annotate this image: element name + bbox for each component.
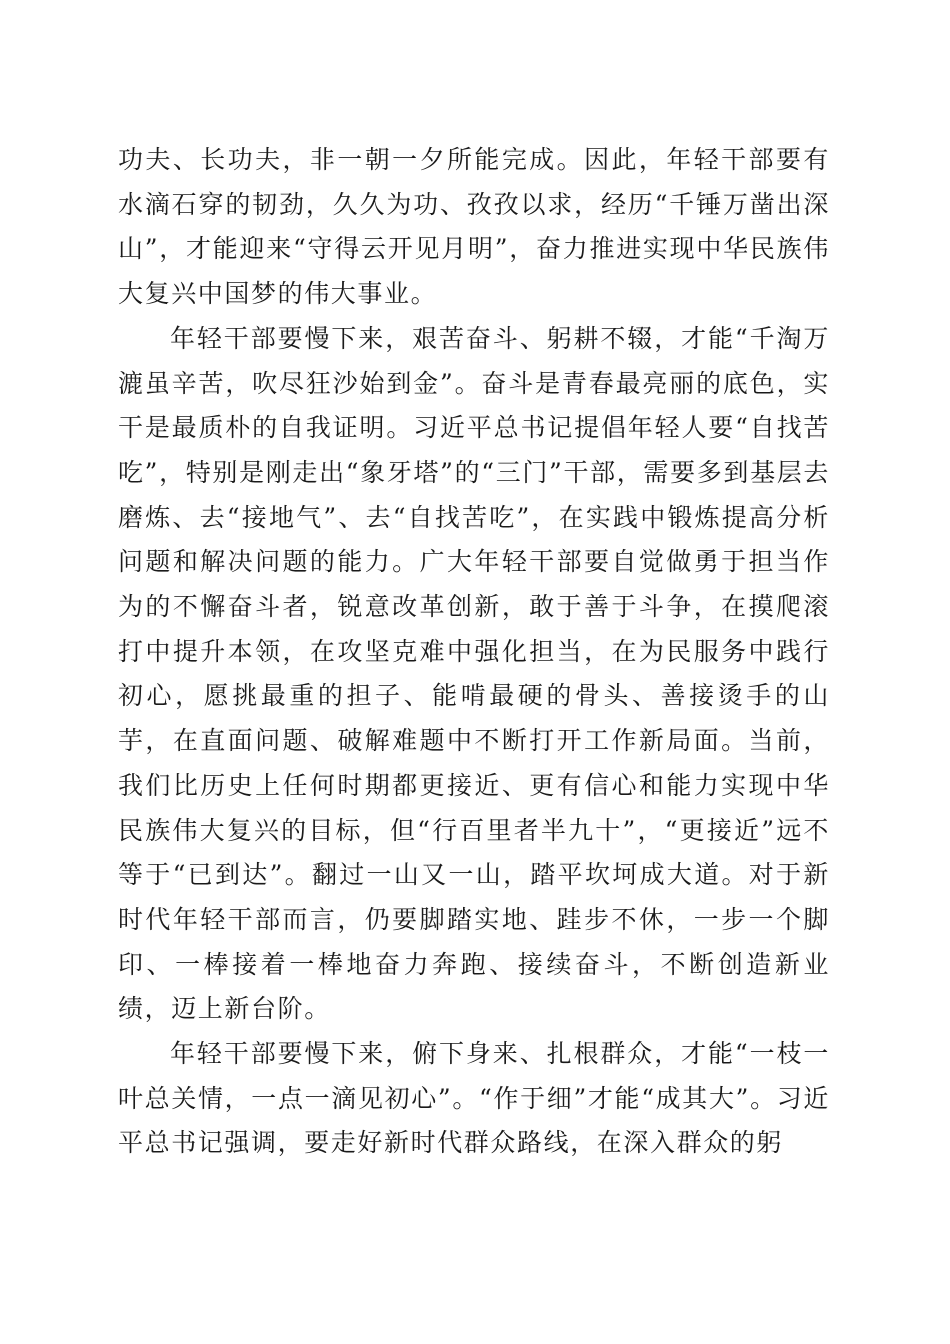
paragraph-1: 功夫、长功夫，非一朝一夕所能完成。因此，年轻干部要有水滴石穿的韧劲，久久为功、孜孜以求，经历“千锤万凿出深山”，才能迎来“守得云开见月明”，奋力推进实现中华民族伟大复兴中国梦的伟大事业。 xyxy=(118,145,830,309)
body-text xyxy=(118,138,830,1166)
paragraph-2: 年轻干部要慢下来，艰苦奋斗、躬耕不辍，才能“千淘万漉虽辛苦，吹尽狂沙始到金”。奋斗是青春最亮丽的底色，实干是最质朴的自我证明。习近平总书记提倡年轻人要“自找苦吃”，特别是刚走出“象牙塔”的“三门”干部，需要多到基层去磨炼、去“接地气”、去“自找苦吃”，在实践中锻炼提高分析问题和解决问题的能力。广大年轻干部要自觉做勇于担当作为的不懈奋斗者，锐意改革创新，敢于善于斗争，在摸爬滚打中提升本领，在攻坚克难中强化担当，在为民服务中践行初心，愿挑最重的担子、能啃最硬的骨头、善接烫手的山芋，在直面问题、破解难题中不断打开工作新局面。当前，我们比历史上任何时期都更接近、更有信心和能力实现中华民族伟大复兴的目标，但“行百里者半九十”，“更接近”远不等于“已到达”。翻过一山又一山，踏平坎坷成大道。对于新时代年轻干部而言，仍要脚踏实地、跬步不休，一步一个脚印、一棒接着一棒地奋力奔跑、接续奋斗，不断创造新业绩，迈上新台阶。 xyxy=(118,323,830,1024)
paragraph-3: 年轻干部要慢下来，俯下身来、扎根群众，才能“一枝一叶总关情，一点一滴见初心”。“作于细”才能“成其大”。习近平总书记强调，要走好新时代群众路线，在深入群众的躬 xyxy=(118,1039,830,1158)
